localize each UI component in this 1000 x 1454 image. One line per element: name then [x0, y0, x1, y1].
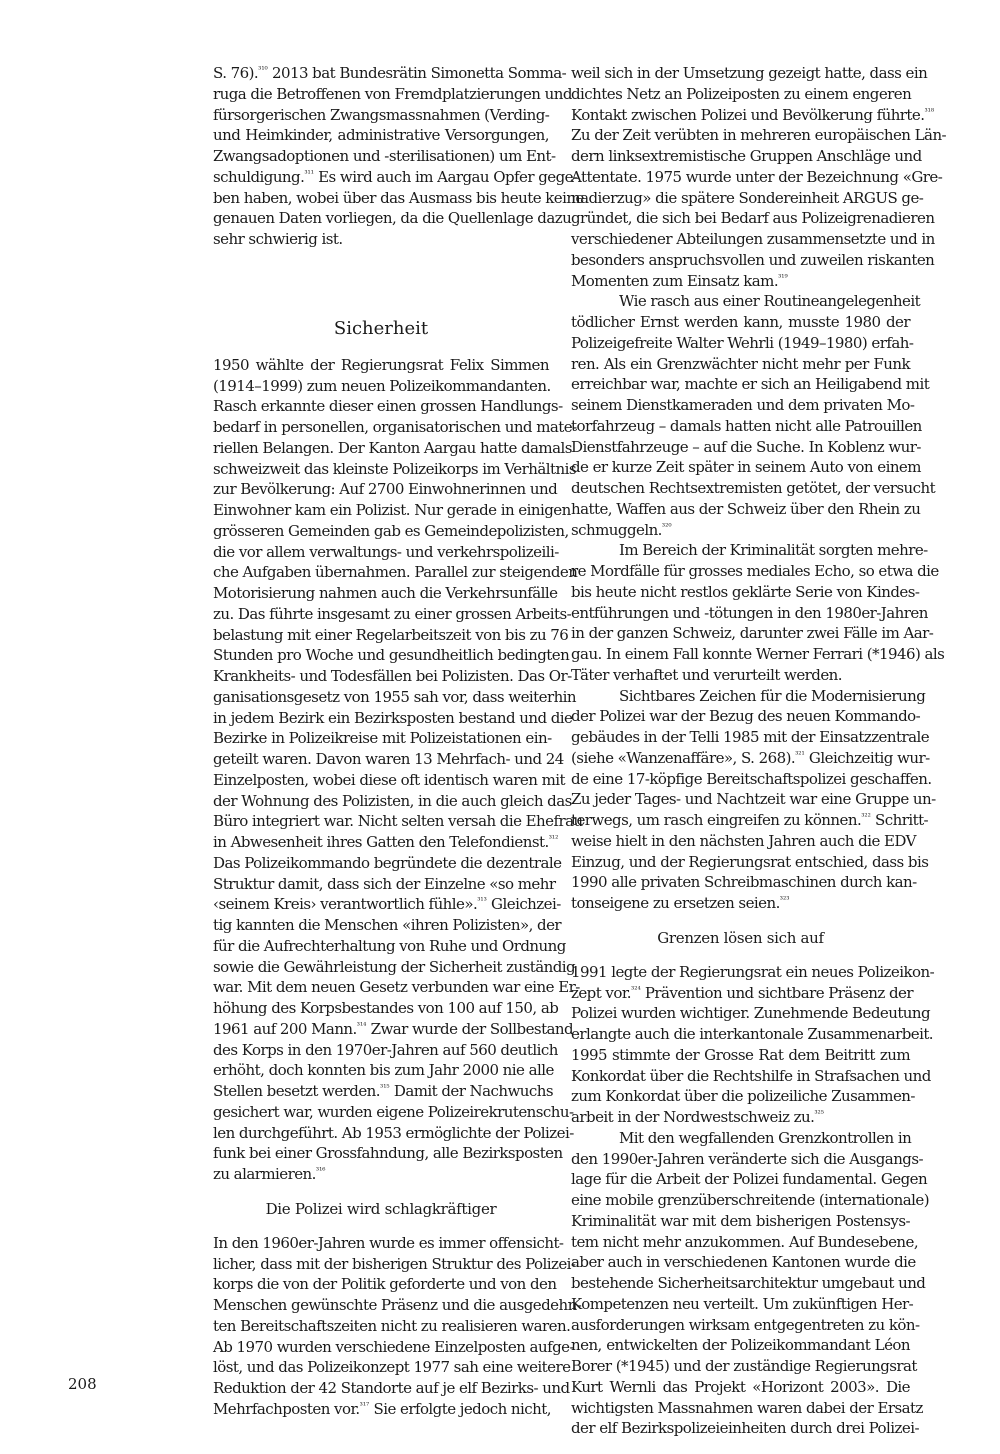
text-line: höhung des Korpsbestandes von 100 auf 150, ab	[213, 999, 559, 1017]
text-line: riellen Belangen. Der Kanton Aargau hatte damals	[213, 438, 572, 457]
text-line: korps die von der Politik geforderte und von den	[213, 1275, 557, 1294]
text-line: des Korps in den 1970er-Jahren auf 560 deutlich	[213, 1040, 558, 1059]
text-line: ‹seinem Kreis› verantwortlich fühle».$^{^{313}}$ Gleichzei-	[213, 895, 561, 914]
text-line: besonders anspruchsvollen und zuweilen riskanten	[571, 250, 935, 269]
footnote-marker: ³²⁴	[631, 984, 641, 994]
text-line: weil sich in der Umsetzung gezeigt hatte, dass ein	[571, 64, 928, 82]
text-line: gesichert war, wurden eigene Polizeirekrutenschu-	[213, 1102, 574, 1121]
paragraph	[213, 355, 583, 1185]
text-line: seinem Dienstkameraden und dem privaten Mo-	[571, 396, 915, 414]
text-line: 1950 wählte der Regierungsrat Felix Simmen	[213, 355, 549, 374]
text-line: in jedem Bezirk ein Bezirksposten bestand und die	[213, 708, 573, 727]
text-line: che Aufgaben übernahmen. Parallel zur steigenden	[213, 563, 578, 582]
text-line: Zwangsadoptionen und -sterilisationen) um Ent-	[213, 147, 556, 165]
text-line: die vor allem verwaltungs- und verkehrspolizeili-	[213, 542, 559, 561]
text-line: ten Bereitschaftszeiten nicht zu realisieren waren.	[213, 1316, 571, 1335]
text-line: Struktur damit, dass sich der Einzelne «so mehr	[213, 874, 556, 893]
text-line: in Abwesenheit ihres Gatten den Telefondienst.$^{^{312}}$	[213, 833, 559, 851]
text-line: dichtes Netz an Polizeiposten zu einem engeren	[571, 84, 912, 103]
text-line: ben haben, wobei über das Ausmass bis heute keine	[213, 188, 584, 207]
text-line: (1914–1999) zum neuen Polizeikommandanten.	[213, 376, 551, 395]
text-line: entführungen und -tötungen in den 1980er-Jahren	[571, 603, 928, 622]
text-line: Momenten zum Einsatz kam.$^{^{319}}$	[571, 271, 788, 290]
text-line: funk bei einer Grossfahndung, alle Bezirksposten	[213, 1144, 563, 1163]
text-line: S. 76).$^{^{310}}$ 2013 bat Bundesrätin Simonetta Somma-	[213, 64, 567, 82]
text-line: Stunden pro Woche und gesundheitlich bedingten	[213, 646, 570, 665]
text-line: 1995 stimmte der Grosse Rat dem Beitritt zum	[571, 1045, 910, 1064]
text-line: ausforderungen wirksam entgegentreten zu kön-	[571, 1315, 920, 1334]
footnote-marker: ³²⁰	[661, 521, 672, 531]
text-line: der elf Bezirkspolizeieinheiten durch drei Polizei-	[571, 1419, 919, 1438]
text-line: erlangte auch die interkantonale Zusammenarbeit.	[571, 1025, 934, 1043]
text-line: Attentate. 1975 wurde unter der Bezeichnung «Gre-	[571, 167, 943, 186]
text-line: Menschen gewünschte Präsenz und die ausgedehn-	[213, 1296, 582, 1314]
text-line: geteilt waren. Davon waren 13 Mehrfach- und 24	[213, 750, 564, 768]
text-line: schmuggeln.$^{^{320}}$	[571, 520, 672, 539]
text-line: bedarf in personellen, organisatorischen und mate-	[213, 418, 577, 436]
footnote-marker: ³¹⁸	[924, 106, 935, 116]
subsection-heading-grenzen: Grenzen lösen sich auf	[657, 928, 824, 947]
text-line: tig kannten die Menschen «ihren Polizisten», der	[213, 916, 562, 934]
text-line: gebäudes in der Telli 1985 mit der Einsatzzentrale	[571, 728, 930, 746]
text-line: Rasch erkannte dieser einen grossen Handlungs-	[213, 397, 563, 416]
text-line: zur Bevölkerung: Auf 2700 Einwohnerinnen und	[213, 480, 558, 499]
text-line: nadierzug» die spätere Sondereinheit ARGUS ge-	[571, 188, 924, 207]
text-line: für die Aufrechterhaltung von Ruhe und Ordnung	[213, 936, 566, 955]
text-line: war. Mit dem neuen Gesetz verbunden war eine Er-	[213, 978, 580, 997]
text-line: eine mobile grenzüberschreitende (internationale)	[571, 1191, 930, 1209]
text-line: ganisationsgesetz von 1955 sah vor, dass weiterhin	[213, 687, 577, 706]
text-line: weise hielt in den nächsten Jahren auch die EDV	[571, 831, 916, 850]
text-line: bestehende Sicherheitsarchitektur umgebaut und	[571, 1274, 926, 1292]
paragraph	[571, 291, 936, 540]
paragraph	[213, 63, 584, 250]
text-line: 1991 legte der Regierungsrat ein neues Polizeikon-	[571, 962, 935, 981]
text-line: und Heimkinder, administrative Versorgungen,	[213, 126, 549, 145]
text-line: belastung mit einer Regelarbeitszeit von bis zu 76	[213, 625, 569, 644]
right-column	[571, 63, 947, 1439]
text-line: Mehrfachposten vor.$^{^{317}}$ Sie erfolgte jedoch nicht,	[213, 1399, 551, 1418]
text-line: erreichbar war, machte er sich an Heiligabend mit	[571, 375, 930, 394]
text-line: torfahrzeug – damals hatten nicht alle Patrouillen	[571, 416, 922, 435]
paragraph	[571, 540, 945, 685]
text-line: Kriminalität war mit dem bisherigen Postensys-	[571, 1211, 910, 1230]
text-line: de er kurze Zeit später in seinem Auto von einem	[571, 458, 921, 477]
text-line: Einzug, und der Regierungsrat entschied, dass bis	[571, 852, 929, 871]
text-line: tem nicht mehr anzukommen. Auf Bundesebene,	[571, 1232, 919, 1251]
text-line: den 1990er-Jahren veränderte sich die Ausgangs-	[571, 1149, 924, 1168]
text-line: zu. Das führte insgesamt zu einer grossen Arbeits-	[213, 604, 572, 623]
footnote-marker: ³¹⁵	[380, 1083, 390, 1092]
spacer	[571, 914, 910, 928]
text-line: Krankheits- und Todesfällen bei Polizisten. Das Or-	[213, 667, 572, 685]
text-line: arbeit in der Nordwestschweiz zu.$^{^{325}}$	[571, 1108, 824, 1126]
text-line: der Polizei war der Bezug des neuen Kommando-	[571, 707, 921, 726]
text-line: tödlicher Ernst werden kann, musste 1980 der	[571, 313, 910, 331]
footnote-marker: ³¹⁹	[778, 272, 788, 282]
text-line: Einzelposten, wobei diese oft identisch waren mit	[213, 770, 565, 789]
spacer	[571, 948, 910, 962]
footnote-marker: ³¹⁷	[359, 1400, 370, 1410]
text-line: sehr schwierig ist.	[213, 230, 343, 248]
footnote-marker: ³¹²	[548, 834, 559, 843]
text-line: Stellen besetzt werden.$^{^{315}}$ Damit der Nachwuchs	[213, 1082, 554, 1100]
text-line: len durchgeführt. Ab 1953 ermöglichte der Polizei-	[213, 1123, 574, 1142]
text-line: ruga die Betroffenen von Fremdplatzierungen und	[213, 84, 572, 103]
paragraph	[571, 1128, 930, 1439]
text-line: (siehe «Wanzenaffäre», S. 268).$^{^{321}}$ Gleichzeitig wur-	[571, 748, 930, 767]
text-line: Das Polizeikommando begründete die dezentrale	[213, 853, 562, 872]
text-line: licher, dass mit der bisherigen Struktur des Polizei-	[213, 1254, 576, 1273]
text-line: Sichtbares Zeichen für die Modernisierung	[619, 686, 926, 705]
text-line: ren. Als ein Grenzwächter nicht mehr per Funk	[571, 354, 910, 373]
spacer	[213, 341, 549, 355]
text-line: Ab 1970 wurden verschiedene Einzelposten aufge-	[213, 1337, 574, 1356]
text-line: tonseigene zu ersetzen seien.$^{^{323}}$	[571, 894, 790, 912]
text-line: Kurt Wernli das Projekt «Horizont 2003». Die	[571, 1377, 910, 1396]
paragraph	[213, 1233, 582, 1420]
text-line: gründet, die sich bei Bedarf aus Polizeigrenadieren	[571, 209, 935, 228]
text-line: Kontakt zwischen Polizei und Bevölkerung führte.$^{^{318}}$	[571, 105, 935, 124]
text-line: schuldigung.$^{^{311}}$ Es wird auch im Aargau Opfer gege-	[213, 167, 578, 186]
text-line: sowie die Gewährleistung der Sicherheit zuständig	[213, 957, 576, 976]
text-line: Einwohner kam ein Polizist. Nur gerade in einigen	[213, 501, 571, 519]
text-line: wichtigsten Massnahmen waren dabei der Ersatz	[571, 1398, 923, 1417]
text-line: Konkordat über die Rechtshilfe in Strafsachen und	[571, 1066, 931, 1085]
text-line: grösseren Gemeinden gab es Gemeindepolizisten,	[213, 521, 569, 540]
text-line: Motorisierung nahmen auch die Verkehrsunfälle	[213, 584, 558, 602]
text-line: nen, entwickelten der Polizeikommandant Léon	[571, 1336, 910, 1355]
text-line: in der ganzen Schweiz, darunter zwei Fälle im Aar-	[571, 624, 934, 643]
text-line: schweizweit das kleinste Polizeikorps im Verhältnis	[213, 459, 576, 478]
paragraph	[571, 63, 947, 291]
text-line: dern linksextremistische Gruppen Anschläge und	[571, 147, 922, 165]
text-line: de eine 17-köpfige Bereitschaftspolizei geschaffen.	[571, 769, 932, 788]
text-line: 1990 alle privaten Schreibmaschinen durch kan-	[571, 873, 917, 892]
text-line: Zu jeder Tages- und Nachtzeit war eine Gruppe un-	[571, 790, 936, 809]
text-line: Im Bereich der Kriminalität sorgten mehre-	[619, 541, 928, 560]
text-line: Wie rasch aus einer Routineangelegenheit	[619, 292, 921, 311]
section-heading-sicherheit: Sicherheit	[333, 317, 429, 339]
spacer	[213, 1219, 549, 1233]
page-number: 208	[68, 1375, 97, 1393]
paragraph	[571, 686, 936, 914]
footnote-marker: ³²³	[779, 895, 790, 904]
text-line: deutschen Rechtsextremisten getötet, der versucht	[571, 479, 936, 497]
text-line: aber auch in verschiedenen Kantonen wurde die	[571, 1253, 916, 1272]
text-line: re Mordfälle für grosses mediales Echo, so etwa die	[571, 562, 939, 580]
text-line: Kompetenzen neu verteilt. Um zukünftigen Her-	[571, 1294, 914, 1313]
text-line: zu alarmieren.$^{^{316}}$	[213, 1165, 326, 1183]
text-line: Dienstfahrzeuge – auf die Suche. In Koblenz wur-	[571, 437, 921, 456]
text-line: Mit den wegfallenden Grenzkontrollen in	[619, 1128, 912, 1147]
spacer	[213, 1185, 549, 1199]
text-line: terwegs, um rasch eingreifen zu können.$^{^{322}}$ Schritt-	[571, 811, 929, 829]
text-line: Polizei wurden wichtiger. Zunehmende Bedeutung	[571, 1004, 931, 1023]
footnote-marker: ³¹⁰	[258, 65, 268, 74]
text-line: Täter verhaftet und verurteilt werden.	[571, 665, 842, 684]
text-line: verschiedener Abteilungen zusammensetzte und in	[571, 230, 935, 248]
text-line: zept vor.$^{^{324}}$ Prävention und sichtbare Präsenz der	[571, 983, 913, 1002]
text-line: Zu der Zeit verübten in mehreren europäischen Län-	[571, 126, 947, 145]
text-line: erhöht, doch konnten bis zum Jahr 2000 nie alle	[213, 1061, 554, 1080]
text-line: lage für die Arbeit der Polizei fundamental. Gegen	[571, 1170, 928, 1189]
text-line: fürsorgerischen Zwangsmassnahmen (Verding-	[213, 105, 550, 124]
text-line: zum Konkordat über die polizeiliche Zusammen-	[571, 1087, 915, 1106]
text-line: bis heute nicht restlos geklärte Serie von Kindes-	[571, 582, 920, 601]
footnote-marker: ³¹⁴	[356, 1020, 367, 1030]
subsection-heading-schlagkraeftiger: Die Polizei wird schlagkräftiger	[265, 1199, 497, 1218]
text-line: Bezirke in Polizeikreise mit Polizeistationen ein-	[213, 729, 552, 748]
text-line: Büro integriert war. Nicht selten versah die Ehefrau	[213, 812, 583, 831]
text-line: Reduktion der 42 Standorte auf je elf Bezirks- und	[213, 1379, 570, 1397]
text-line: In den 1960er-Jahren wurde es immer offensicht-	[213, 1233, 564, 1252]
text-line: genauen Daten vorliegen, da die Quellenlage dazu	[213, 209, 572, 228]
paragraph	[571, 962, 935, 1128]
text-line: löst, und das Polizeikonzept 1977 sah eine weitere	[213, 1358, 571, 1377]
left-column	[213, 63, 584, 1420]
footnote-marker: ³²¹	[795, 749, 805, 759]
text-line: Borer (*1945) und der zuständige Regierungsrat	[571, 1357, 917, 1375]
text-line: gau. In einem Fall konnte Werner Ferrari (*1946) als	[571, 645, 945, 663]
footnote-marker: ³²⁵	[814, 1109, 824, 1118]
spacer	[213, 250, 549, 317]
text-line: der Wohnung des Polizisten, in die auch gleich das	[213, 791, 572, 810]
text-line: Polizeigefreite Walter Wehrli (1949–1980) erfah-	[571, 333, 914, 352]
footnote-marker: ³¹³	[477, 896, 487, 906]
footnote-marker: ³²²	[861, 812, 871, 821]
footnote-marker: ³¹¹	[304, 168, 314, 178]
footnote-marker: ³¹⁶	[315, 1166, 326, 1175]
text-line: hatte, Waffen aus der Schweiz über den Rhein zu	[571, 499, 921, 518]
text-line: 1961 auf 200 Mann.$^{^{314}}$ Zwar wurde der Sollbestand	[213, 1019, 574, 1038]
